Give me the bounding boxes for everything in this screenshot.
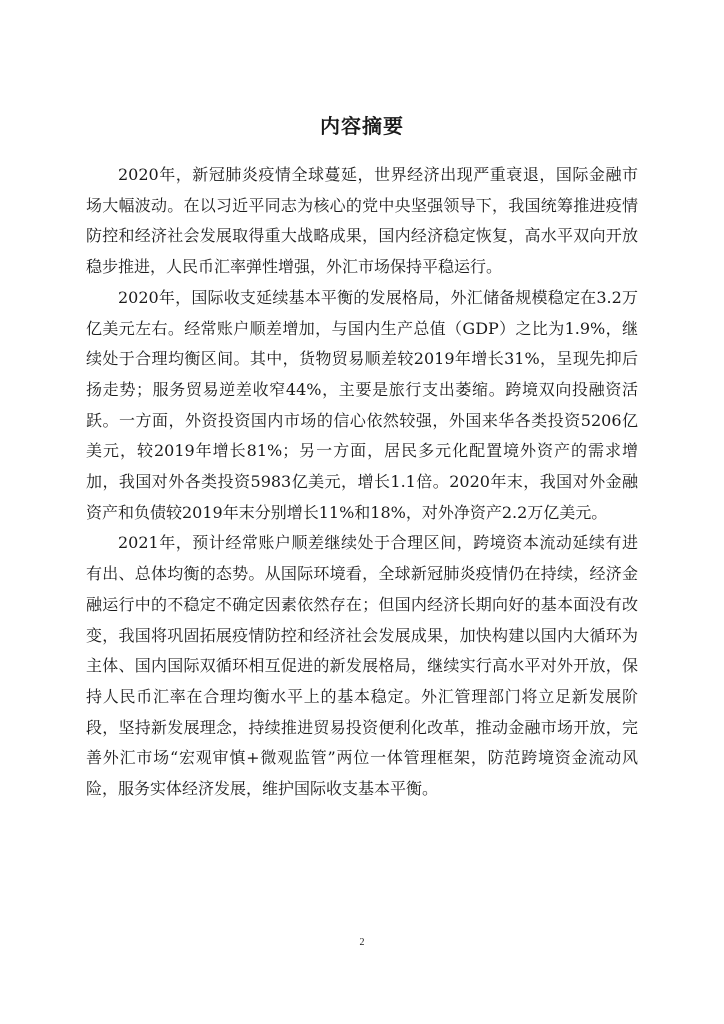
paragraph-2: 2020年，国际收支延续基本平衡的发展格局，外汇储备规模稳定在3.2万亿美元左右。经常账户顺差增加，与国内生产总值（GDP）之比为1.9%，继续处于合理均衡区间。其中，货物贸易顺差较2019年增长31%，呈现先抑后扬走势；服务贸易逆差收窄44%，主要是旅行支出萎缩。跨境双向投融资活跃。一方面，外资投资国内市场的信心依然较强，外国来华各类投资5206亿美元，较2019年增长81%；另一方面，居民多元化配置境外资产的需求增加，我国对外各类投资5983亿美元，增长1.1倍。2020年末，我国对外金融资产和负债较2019年末分别增长11%和18%，对外净资产2.2万亿美元。	[86, 287, 638, 522]
summary-body	[86, 160, 638, 805]
page-title: 内容摘要	[320, 114, 404, 138]
page-number: 2	[359, 937, 365, 948]
paragraph-3: 2021年，预计经常账户顺差继续处于合理区间，跨境资本流动延续有进有出、总体均衡的态势。从国际环境看，全球新冠肺炎疫情仍在持续，经济金融运行中的不稳定不确定因素依然存在；但国内经济长期向好的基本面没有改变，我国将巩固拓展疫情防控和经济社会发展成果，加快构建以国内大循环为主体、国内国际双循环相互促进的新发展格局，继续实行高水平对外开放，保持人民币汇率在合理均衡水平上的基本稳定。外汇管理部门将立足新发展阶段，坚持新发展理念，持续推进贸易投资便利化改革，推动金融市场开放，完善外汇市场“宏观审慎+微观监管”两位一体管理框架，防范跨境资金流动风险，服务实体经济发展，维护国际收支基本平衡。	[86, 533, 638, 799]
paragraph-1: 2020年，新冠肺炎疫情全球蔓延，世界经济出现严重衰退，国际金融市场大幅波动。在以习近平同志为核心的党中央坚强领导下，我国统筹推进疫情防控和经济社会发展取得重大战略成果，国内经济稳定恢复，高水平双向开放稳步推进，人民币汇率弹性增强，外汇市场保持平稳运行。	[86, 165, 638, 277]
